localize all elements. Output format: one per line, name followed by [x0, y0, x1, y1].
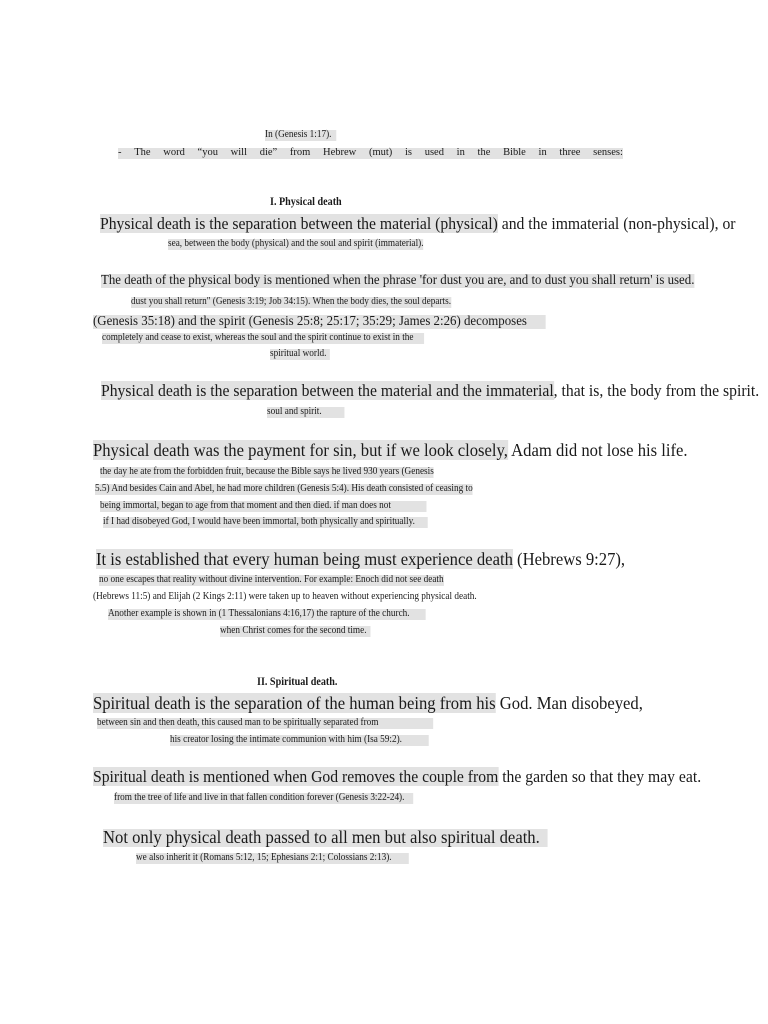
- text-line: soul and spirit.: [267, 407, 345, 418]
- text: the garden so that they may eat.: [498, 767, 702, 786]
- text-line: The death of the physical body is mentioned when the phrase 'for dust you are, and to dust you shall return' is used.: [101, 273, 695, 288]
- word: Bible: [503, 147, 526, 158]
- text-line: 5.5) And besides Cain and Abel, he had more children (Genesis 5:4). His death consisted of ceasing to: [95, 483, 473, 494]
- word: is: [405, 147, 413, 158]
- text-line: [93, 442, 688, 460]
- text-line: (Genesis 35:18) and the spirit (Genesis 25:8; 25:17; 35:29; James 2:26) decomposes: [93, 315, 545, 329]
- word: the: [477, 147, 491, 158]
- text-line: spiritual world.: [270, 349, 330, 360]
- text-line: we also inherit it (Romans 5:12, 15; Ephesians 2:1; Colossians 2:13).: [136, 853, 409, 864]
- word: Hebrew: [323, 147, 357, 158]
- text-line: between sin and then death, this caused man to be spiritually separated from: [97, 718, 433, 729]
- text: God. Man disobeyed,: [495, 693, 643, 713]
- word: “you: [197, 147, 218, 158]
- text-line: sea, between the body (physical) and the soul and spirit (immaterial).: [168, 238, 424, 249]
- text-line: [100, 216, 736, 233]
- word: in: [456, 147, 465, 158]
- text-line: [265, 130, 336, 141]
- text-highlighted: Physical death was the payment for sin, but if we look closely,: [93, 440, 508, 460]
- text-line: Another example is shown in (1 Thessalonians 4:16,17) the rapture of the church.: [108, 609, 425, 620]
- text: and the immaterial (non-physical), or: [497, 214, 736, 233]
- text-line: completely and cease to exist, whereas the soul and the spirit continue to exist in the: [102, 333, 424, 344]
- section-heading-spiritual: II. Spiritual death.: [257, 676, 338, 688]
- text-line: [93, 769, 701, 786]
- text-highlighted: Physical death is the separation between the material (physical): [100, 214, 498, 233]
- word: used: [424, 147, 444, 158]
- text-line: being immortal, began to age from that moment and then died. if man does not: [100, 501, 426, 512]
- text: Adam did not lose his life.: [507, 440, 688, 460]
- text-line: [96, 551, 625, 569]
- text-line: (Hebrews 11:5) and Elijah (2 Kings 2:11) were taken up to heaven without experiencing physical death.: [93, 591, 477, 602]
- text: (Hebrews 9:27),: [512, 549, 626, 569]
- word: (mut): [368, 147, 393, 158]
- text-line: when Christ comes for the second time.: [220, 626, 370, 637]
- word: senses:: [593, 147, 623, 158]
- word: word: [163, 147, 185, 158]
- text: , that is, the body from the spirit.: [553, 381, 760, 400]
- word: in: [538, 147, 547, 158]
- text-line: [93, 695, 643, 713]
- text-line: no one escapes that reality without divine intervention. For example: Enoch did not see death: [99, 574, 444, 585]
- text-line: [101, 383, 759, 400]
- text-line: if I had disobeyed God, I would have been immortal, both physically and spiritually.: [103, 517, 427, 528]
- text-line: Not only physical death passed to all men but also spiritual death.: [103, 829, 547, 847]
- text-highlighted: Spiritual death is the separation of the human being from his: [93, 693, 496, 713]
- word: three: [559, 147, 581, 158]
- word: The: [134, 147, 151, 158]
- text-line: dust you shall return" (Genesis 3:19; Job 34:15). When the body dies, the soul departs.: [131, 296, 452, 307]
- word: die”: [259, 147, 278, 158]
- word: -: [118, 147, 122, 158]
- word: from: [289, 147, 311, 158]
- text-highlighted: It is established that every human being must experience death: [96, 549, 513, 569]
- text: In (Genesis 1:17).: [265, 129, 332, 140]
- text-highlighted: Physical death is the separation between the material and the immaterial: [101, 381, 554, 400]
- text-line: from the tree of life and live in that fallen condition forever (Genesis 3:22-24).: [114, 793, 413, 804]
- text-line: his creator losing the intimate communion with him (Isa 59:2).: [170, 735, 428, 746]
- word: will: [230, 147, 247, 158]
- justified-line: [118, 148, 623, 159]
- text-highlighted: Spiritual death is mentioned when God removes the couple from: [93, 767, 499, 786]
- text-line: the day he ate from the forbidden fruit, because the Bible says he lived 930 years (Genesis: [100, 466, 434, 477]
- section-heading-physical: I. Physical death: [270, 196, 342, 208]
